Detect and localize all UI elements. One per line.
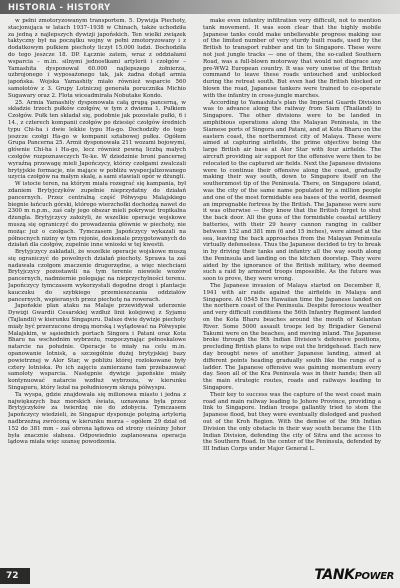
paragraph: The Japanese invasion of Malaya started on December 8, 1941 with air raids against the airfields in Malaya and Singapore. At 0545 hrs Hawaiian time the Japanese landed on the northern coast of the Peninsula. Despite ferocious weather and very difficult conditions the 56th Infantry Regiment landed on the Kota Bharu beaches around the mouth of Kelantan River. Some 5000 assault troops led by Brigadier General Takumi were on the beaches, and moving inland. The Japanese broke through the 9th Indian Division's defensive positions, precluding British plans to wipe out the bridgehead. Each new day brought news of another Japanese landing, aimed at different points heading gradually south like the rungs of a ladder. The Japanese offensive was gaining momentum every day. Soon all of the Kra Peninsula was in their hands; then all the main strategic routes, roads and railways leading to Singapore. xyxy=(203,283,381,392)
polish-text-column xyxy=(8,18,186,566)
magazine-logo xyxy=(314,566,394,584)
logo-word-power: POWER xyxy=(354,571,394,582)
paragraph: Japońskie plan ataku na Malaje przewidywał uderzenie Dywizji Gwardii Cesarskiej wzdłuż linii kolejowej z Syjamu (Tajlandii) w kierunku Singapuru. Dalsze dwie dywizje piechoty miały być przerzucone drogą morską i wylądować na Półwyspie Malajskim, w sąsiednich portach Singora i Patani oraz Kota Bharu na wschodnim wybrzeżu, rozpoczynając pełnoskalowe natarcie na południe. Operacje te miały na celu m.in. opanowanie lotnisk, a szczególnie dużej brytyjskiej bazy powietrznej w Alor Star, w pobliżu której rozlokowane były cztery lotniska. Po ich zajęciu zamierzano tam przebazować samoloty wsparcia. Następnie dywizje japońskie miały kontynuować natarcie wzdłuż wybrzeża, w kierunku Singapuru, który leżał na południowym skraju półwyspu. xyxy=(8,303,186,392)
section-title: HISTORIA - HISTORY xyxy=(8,2,111,12)
paragraph: Their key to success was the capture of the west coast main road and main railway leading to Johore Province, providing a link to Singapore. Indian troops gallantly tried to stem the Japanese flood, but they were eventually dislodged and pushed out of the Kroh Region. With the demise of the 9th Indian Division the only obstacle in their way south became the 11th Indian Division, defending the city of Sitra and the access to the Southern Road. In the center of the Peninsula, defended by III Indian Corps under Major General L. xyxy=(203,391,381,453)
paragraph: W istocie teren, na którym miała rozegrać się kampania, był zdaniem Brytyjczyków zupełnie nieprzydatny do działań pancernych. Przez centralną część Półwyspu Malajskiego biegnie łańcuch górski, którego wierzchołki dochodzą nawet do 2300 m n.p.m., zaś cały jego obszar mieli pokrywać tropikalna dżungla. Brytyjczycy założyli, że wszelkie operacje wojskowe muszą się ograniczyć do prowadzenia głównie w piechoty, nie możąc już o czołgach. Tymczasem Japończycy wykazali na północnych niziny w tym rejonie, doskonale przygotowanych do działań dla czołgów, zupełnie inne wnioski w tej kwestii. xyxy=(8,181,186,249)
page-number: 72 xyxy=(6,571,19,581)
paragraph: make even infantry infiltration very difficult, not to mention tank movement. It was soon clear that the highly mobile Japanese tanks could make unbelievable progress making use of the limited number of very sturdy built roads, used by the British to transport rubber and tin to Singapore. These were not just jungle tracks — one of them, the so-called Southern Road, was a full-blown motorway that would not disgrace any pre-WW2 European country. It was very unwise of the British command to leave these roads untouched and unblocked during the retreat south. But even had the British blocked or blown the road, Japanese tankers were trained to co-operate with the infantry in cross-jungle marches. xyxy=(203,18,381,99)
paragraph: Brytyjczycy zakładali, że wszelkie operacje wojskowe muszą się ograniczyć do powolnych działań piechoty. Sprawa ta zaś nadawała czołgom znaczenie drugorzędne, a więc niechciani Brytyjczycy pozostawili na tym terenie niewiele wozów pancernych, nadmiernie polegając na nieprzychylności terenu. Japończycy tymczasem wykorzystali dogodne drogi i plantacje kauczuku do szybkiego przemieszczania oddziałów pancernych, wspieranych przez piechotę na rowerach. xyxy=(8,249,186,303)
english-text-column xyxy=(203,18,381,566)
paragraph: Ta wyspa, gdzie znajdowała się milionowa miasto i jedna z największych baz morskich świata, uznawana była przez Brytyjczyków za twierdzę nie do zdobycia. Tymczasem Japończycy wiedzieli, że Singapur dysponuje potężną artylerią nadbrzeżną zwróconą w kierunku morza – ogółem 29 dział od 152 do 381 mm – zaś obrona lądowa od strony cieśniny Johor była znacznie słabsza. Odpowiednio zaplanowana operacja lądowa miała więc szansę powodzenia. xyxy=(8,391,186,446)
paragraph: w pełni zmotoryzowanym transportem. 5. Dywizja Piechoty, stacjonująca w latach 1937–1938 w Chinach, także uchodziła za jedną z najlepszych dywizji japońskich. Ten wielki związek taktyczny był na początku wojny w pełni zmotoryzowany i z dodatkowym pułkiem piechoty liczył 15.000 ludzi. Dochodziła do tego jeszcze 18. DP. Łącznie zatem, wraz z oddziałami wsparcia – m.in. silnymi jednostkami artylerii i czołgów – Yamashita dysponował 60.000 najlepszego żołnierza, uzbrojonego i wyposażonego tak, jak żadna dotąd armia japońska. Wojska Yamashity miało również wsparcie 560 samolotów z 3. Grupy Lotniczej generała porucznika Michio Sugawary oraz 2. Flota wiceadmirała Nobutake Kondo. xyxy=(8,18,186,99)
paragraph: According to Yamashita's plan the Imperial Guards Division was to advance along the railway from Siam (Thailand) to Singapore. The other divisions were to be landed in amphibious operations along the Malayan Peninsula, in the Siamese ports of Singora and Patani, and at Kota Bharu on the eastern coast, the northernmost city of Malaya. These were aimed at capturing airfields, the prime objective being the large British air base at Alor Star with four airfields. The aircraft providing air support for the offensive were then to be relocated to the captured air fields. Next the Japanese divisions were to continue their offensive along the coast, gradually making their way south, down to Singapore itself on the southernmost tip of the Peninsula. There, on Singapore island, was the city of the same name populated by a million people and one of the most formidable sea bases of the world, deemed an impregnable fortress by the British. The Japanese were sure it was otherwise — they knew that the British forget to shut the back door. All the guns of the formidable coastal artillery batteries, with their 29 heavy cannon ranging in caliber between 152 and 381 mm (6 and 15 inches), were aimed at the sea, leaving the back approaches from the Malayan Peninsula virtually defenseless. Thus the Japanese decided to try to break in by driving their tanks and infantry all the way south along the Peninsula and landing on the kitchen doorstep. They were aided by the ignorance of the British military, who deemed such a raid by armored troops impossible. As the future was soon to prove, they were wrong. xyxy=(203,99,381,283)
paragraph: 25. Armia Yamashity dysponowała całą grupą pancerną, w składzie trzech pułków czołgów, w tym z dwiema 1. Pułkiem Czołgów. Pułk ten składał się, podobnie jak pozostałe pułki, 6 i 14., z czterech kompanii czołgów po dziesięć czołgów średnich typu Chi-ha i dwie lekkie typu Ha-go. Dochodziły do tego jeszcze czołgi Ha-go w kompanii sztabowej pułku. Ogółem Grupa Pancerna 25. Armii dysponowała 211 wozami bojowymi, głównie Chi-ha i Ha-go, lecz również pewną liczbą małych czołgów rozpoznawczych Te-ke. W dziedzinie broni pancernej wyraźną przewagę mieli Japończycy, którzy czołgami zwalczali brytyjskie formacje, nie mające w pobliżu wyspecjalizowanego uzycia czołgów na małym skalę, a sami stawiali opór w dżungli. xyxy=(8,99,186,181)
logo-word-tank: TANK xyxy=(314,567,355,583)
